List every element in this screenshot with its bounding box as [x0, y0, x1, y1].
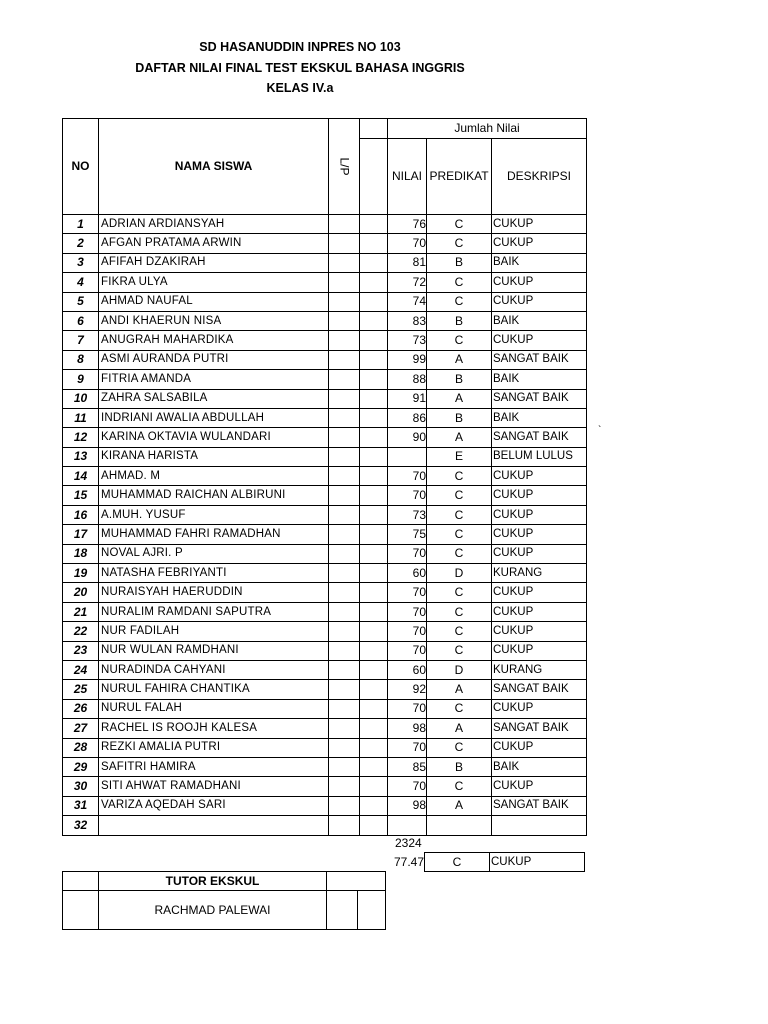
row-lp	[329, 816, 360, 835]
average-predikat: C	[425, 853, 490, 872]
row-empty	[360, 660, 388, 679]
row-empty	[360, 505, 388, 524]
row-name: ZAHRA SALSABILA	[99, 389, 329, 408]
tutor-cell-empty-3	[63, 891, 99, 930]
row-lp	[329, 273, 360, 292]
row-predikat: C	[427, 699, 492, 718]
row-nilai: 70	[388, 234, 427, 253]
row-deskripsi: CUKUP	[492, 738, 587, 757]
row-deskripsi: CUKUP	[492, 505, 587, 524]
row-deskripsi: CUKUP	[492, 234, 587, 253]
row-deskripsi: CUKUP	[492, 273, 587, 292]
tutor-label: TUTOR EKSKUL	[99, 872, 327, 891]
tutor-cell-empty	[63, 872, 99, 891]
row-empty	[360, 370, 388, 389]
row-empty	[360, 311, 388, 330]
row-no: 11	[63, 408, 99, 427]
row-no: 22	[63, 622, 99, 641]
row-nilai: 60	[388, 660, 427, 679]
row-lp	[329, 447, 360, 466]
row-empty	[360, 447, 388, 466]
header-jumlah-nilai: Jumlah Nilai	[388, 119, 587, 139]
row-deskripsi: BAIK	[492, 408, 587, 427]
row-predikat: C	[427, 525, 492, 544]
row-no: 31	[63, 796, 99, 815]
table-row	[63, 525, 587, 544]
row-predikat: C	[427, 641, 492, 660]
class-label: KELAS IV.a	[266, 81, 334, 95]
row-predikat: C	[427, 583, 492, 602]
row-no: 19	[63, 564, 99, 583]
tutor-table	[62, 871, 386, 930]
row-name: INDRIANI AWALIA ABDULLAH	[99, 408, 329, 427]
row-deskripsi: SANGAT BAIK	[492, 428, 587, 447]
row-nilai: 88	[388, 370, 427, 389]
row-no: 17	[63, 525, 99, 544]
row-no: 6	[63, 311, 99, 330]
row-name: SAFITRI HAMIRA	[99, 757, 329, 776]
row-lp	[329, 467, 360, 486]
row-empty	[360, 428, 388, 447]
header-deskripsi: DESKRIPSI	[492, 139, 587, 215]
table-row	[63, 719, 587, 738]
row-deskripsi: BAIK	[492, 757, 587, 776]
row-name: FIKRA ULYA	[99, 273, 329, 292]
row-deskripsi: CUKUP	[492, 777, 587, 796]
row-empty	[360, 253, 388, 272]
row-lp	[329, 311, 360, 330]
row-lp	[329, 253, 360, 272]
average-score: 77.47	[386, 853, 425, 872]
row-deskripsi: KURANG	[492, 564, 587, 583]
row-empty	[360, 544, 388, 563]
row-no: 30	[63, 777, 99, 796]
row-lp	[329, 370, 360, 389]
row-deskripsi: CUKUP	[492, 622, 587, 641]
row-no: 21	[63, 602, 99, 621]
row-lp	[329, 486, 360, 505]
row-no: 1	[63, 215, 99, 234]
row-nilai: 60	[388, 564, 427, 583]
row-name: AFGAN PRATAMA ARWIN	[99, 234, 329, 253]
table-row	[63, 447, 587, 466]
table-row	[63, 234, 587, 253]
row-nilai: 91	[388, 389, 427, 408]
table-row	[63, 505, 587, 524]
row-nilai: 73	[388, 505, 427, 524]
row-deskripsi: CUKUP	[492, 699, 587, 718]
row-predikat: B	[427, 253, 492, 272]
total-score: 2324	[395, 836, 422, 850]
row-name: NOVAL AJRI. P	[99, 544, 329, 563]
row-empty	[360, 680, 388, 699]
row-name: ANDI KHAERUN NISA	[99, 311, 329, 330]
row-nilai: 98	[388, 719, 427, 738]
row-nilai: 76	[388, 215, 427, 234]
school-name: SD HASANUDDIN INPRES NO 103	[199, 40, 401, 54]
row-name: ADRIAN ARDIANSYAH	[99, 215, 329, 234]
row-name: NURALIM RAMDANI SAPUTRA	[99, 602, 329, 621]
row-name: VARIZA AQEDAH SARI	[99, 796, 329, 815]
row-empty	[360, 583, 388, 602]
row-name: NURADINDA CAHYANI	[99, 660, 329, 679]
row-predikat: C	[427, 622, 492, 641]
header-empty-2	[360, 139, 388, 215]
row-predikat: B	[427, 370, 492, 389]
row-nilai: 73	[388, 331, 427, 350]
row-predikat: A	[427, 350, 492, 369]
row-deskripsi: CUKUP	[492, 292, 587, 311]
table-row	[63, 486, 587, 505]
row-deskripsi: CUKUP	[492, 641, 587, 660]
row-no: 26	[63, 699, 99, 718]
table-row	[63, 583, 587, 602]
row-deskripsi: BAIK	[492, 370, 587, 389]
table-row	[63, 777, 587, 796]
row-lp	[329, 622, 360, 641]
row-empty	[360, 292, 388, 311]
row-empty	[360, 641, 388, 660]
row-no: 15	[63, 486, 99, 505]
header-predikat: PREDIKAT	[427, 139, 492, 215]
row-no: 3	[63, 253, 99, 272]
row-empty	[360, 408, 388, 427]
row-empty	[360, 796, 388, 815]
row-no: 13	[63, 447, 99, 466]
row-name: REZKI AMALIA PUTRI	[99, 738, 329, 757]
row-empty	[360, 622, 388, 641]
row-no: 9	[63, 370, 99, 389]
table-row	[63, 408, 587, 427]
row-lp	[329, 602, 360, 621]
row-nilai: 90	[388, 428, 427, 447]
row-lp	[329, 215, 360, 234]
row-no: 12	[63, 428, 99, 447]
tutor-cell-empty-2	[327, 872, 386, 891]
row-nilai	[388, 447, 427, 466]
row-empty	[360, 331, 388, 350]
row-predikat: B	[427, 757, 492, 776]
row-predikat: C	[427, 544, 492, 563]
row-lp	[329, 777, 360, 796]
row-name: NURUL FAHIRA CHANTIKA	[99, 680, 329, 699]
row-predikat: C	[427, 777, 492, 796]
row-no: 18	[63, 544, 99, 563]
row-deskripsi: SANGAT BAIK	[492, 796, 587, 815]
row-empty	[360, 719, 388, 738]
row-deskripsi: CUKUP	[492, 544, 587, 563]
row-deskripsi: CUKUP	[492, 583, 587, 602]
row-lp	[329, 234, 360, 253]
row-no: 28	[63, 738, 99, 757]
row-name: NUR FADILAH	[99, 622, 329, 641]
average-row	[386, 852, 585, 872]
row-name: NATASHA FEBRIYANTI	[99, 564, 329, 583]
row-nilai: 70	[388, 622, 427, 641]
row-nilai	[388, 816, 427, 835]
row-predikat: C	[427, 215, 492, 234]
grades-table	[62, 118, 587, 836]
row-predikat: D	[427, 564, 492, 583]
row-deskripsi: SANGAT BAIK	[492, 350, 587, 369]
header-nilai: NILAI	[388, 139, 427, 215]
row-predikat: A	[427, 428, 492, 447]
header-name: NAMA SISWA	[99, 119, 329, 215]
row-deskripsi: KURANG	[492, 660, 587, 679]
row-lp	[329, 583, 360, 602]
row-name: RACHEL IS ROOJH KALESA	[99, 719, 329, 738]
row-name	[99, 816, 329, 835]
row-name: AHMAD. M	[99, 467, 329, 486]
row-lp	[329, 641, 360, 660]
row-predikat: B	[427, 408, 492, 427]
row-no: 7	[63, 331, 99, 350]
row-name: SITI AHWAT RAMADHANI	[99, 777, 329, 796]
row-no: 8	[63, 350, 99, 369]
row-deskripsi: CUKUP	[492, 602, 587, 621]
row-empty	[360, 389, 388, 408]
row-lp	[329, 428, 360, 447]
row-lp	[329, 331, 360, 350]
row-empty	[360, 525, 388, 544]
table-row	[63, 292, 587, 311]
row-lp	[329, 680, 360, 699]
table-row	[63, 816, 587, 835]
row-lp	[329, 757, 360, 776]
row-name: ANUGRAH MAHARDIKA	[99, 331, 329, 350]
row-lp	[329, 699, 360, 718]
row-empty	[360, 816, 388, 835]
row-nilai: 70	[388, 602, 427, 621]
row-no: 2	[63, 234, 99, 253]
row-name: NURUL FALAH	[99, 699, 329, 718]
tutor-cell-empty-5	[358, 891, 386, 930]
row-lp	[329, 505, 360, 524]
row-predikat	[427, 816, 492, 835]
row-name: A.MUH. YUSUF	[99, 505, 329, 524]
row-nilai: 86	[388, 408, 427, 427]
row-name: NUR WULAN RAMDHANI	[99, 641, 329, 660]
row-nilai: 98	[388, 796, 427, 815]
row-lp	[329, 660, 360, 679]
row-nilai: 70	[388, 738, 427, 757]
average-deskripsi: CUKUP	[490, 853, 585, 872]
row-empty	[360, 757, 388, 776]
table-row	[63, 311, 587, 330]
row-name: MUHAMMAD FAHRI RAMADHAN	[99, 525, 329, 544]
row-empty	[360, 215, 388, 234]
row-nilai: 92	[388, 680, 427, 699]
row-no: 24	[63, 660, 99, 679]
document-title: DAFTAR NILAI FINAL TEST EKSKUL BAHASA INGGRIS	[135, 61, 465, 75]
table-row	[63, 544, 587, 563]
row-name: KARINA OKTAVIA WULANDARI	[99, 428, 329, 447]
row-deskripsi: SANGAT BAIK	[492, 719, 587, 738]
row-no: 10	[63, 389, 99, 408]
row-name: NURAISYAH HAERUDDIN	[99, 583, 329, 602]
row-lp	[329, 389, 360, 408]
row-no: 5	[63, 292, 99, 311]
row-empty	[360, 738, 388, 757]
table-row	[63, 467, 587, 486]
row-predikat: C	[427, 505, 492, 524]
row-nilai: 70	[388, 467, 427, 486]
row-deskripsi	[492, 816, 587, 835]
table-row	[63, 622, 587, 641]
row-no: 25	[63, 680, 99, 699]
row-predikat: A	[427, 719, 492, 738]
row-predikat: C	[427, 273, 492, 292]
stray-mark: `	[598, 425, 602, 436]
row-empty	[360, 777, 388, 796]
row-deskripsi: BAIK	[492, 253, 587, 272]
row-predikat: A	[427, 389, 492, 408]
row-name: AHMAD NAUFAL	[99, 292, 329, 311]
row-predikat: B	[427, 311, 492, 330]
row-lp	[329, 292, 360, 311]
row-deskripsi: BELUM LULUS	[492, 447, 587, 466]
table-row	[63, 796, 587, 815]
row-nilai: 99	[388, 350, 427, 369]
row-lp	[329, 796, 360, 815]
row-deskripsi: SANGAT BAIK	[492, 389, 587, 408]
row-deskripsi: CUKUP	[492, 215, 587, 234]
row-empty	[360, 564, 388, 583]
row-predikat: C	[427, 467, 492, 486]
table-row	[63, 757, 587, 776]
row-predikat: A	[427, 796, 492, 815]
row-lp	[329, 408, 360, 427]
header-empty	[360, 119, 388, 139]
row-predikat: C	[427, 234, 492, 253]
row-no: 14	[63, 467, 99, 486]
row-no: 32	[63, 816, 99, 835]
row-nilai: 74	[388, 292, 427, 311]
row-no: 29	[63, 757, 99, 776]
row-nilai: 81	[388, 253, 427, 272]
row-deskripsi: CUKUP	[492, 486, 587, 505]
header-lp	[329, 119, 360, 215]
row-empty	[360, 234, 388, 253]
row-name: AFIFAH DZAKIRAH	[99, 253, 329, 272]
row-lp	[329, 738, 360, 757]
row-predikat: D	[427, 660, 492, 679]
table-row	[63, 641, 587, 660]
row-no: 16	[63, 505, 99, 524]
row-nilai: 70	[388, 544, 427, 563]
row-no: 20	[63, 583, 99, 602]
table-row	[63, 680, 587, 699]
row-empty	[360, 602, 388, 621]
table-row	[63, 370, 587, 389]
row-name: FITRIA AMANDA	[99, 370, 329, 389]
row-nilai: 85	[388, 757, 427, 776]
row-empty	[360, 699, 388, 718]
row-nilai: 70	[388, 583, 427, 602]
row-deskripsi: CUKUP	[492, 525, 587, 544]
table-row	[63, 564, 587, 583]
table-row	[63, 602, 587, 621]
row-predikat: C	[427, 738, 492, 757]
row-nilai: 70	[388, 486, 427, 505]
row-nilai: 70	[388, 777, 427, 796]
row-empty	[360, 486, 388, 505]
row-lp	[329, 350, 360, 369]
row-name: KIRANA HARISTA	[99, 447, 329, 466]
table-row	[63, 253, 587, 272]
row-predikat: E	[427, 447, 492, 466]
row-no: 27	[63, 719, 99, 738]
row-no: 23	[63, 641, 99, 660]
row-name: MUHAMMAD RAICHAN ALBIRUNI	[99, 486, 329, 505]
table-row	[63, 389, 587, 408]
row-empty	[360, 350, 388, 369]
table-row	[63, 738, 587, 757]
table-row	[63, 331, 587, 350]
row-nilai: 70	[388, 641, 427, 660]
row-lp	[329, 719, 360, 738]
row-predikat: C	[427, 331, 492, 350]
table-row	[63, 350, 587, 369]
table-row	[63, 699, 587, 718]
row-nilai: 72	[388, 273, 427, 292]
row-predikat: A	[427, 680, 492, 699]
row-predikat: C	[427, 602, 492, 621]
tutor-cell-empty-4	[327, 891, 358, 930]
table-row	[63, 273, 587, 292]
row-predikat: C	[427, 486, 492, 505]
table-row	[63, 428, 587, 447]
row-name: ASMI AURANDA PUTRI	[99, 350, 329, 369]
row-lp	[329, 544, 360, 563]
tutor-name: RACHMAD PALEWAI	[99, 891, 327, 930]
row-lp	[329, 525, 360, 544]
row-nilai: 83	[388, 311, 427, 330]
row-nilai: 70	[388, 699, 427, 718]
row-no: 4	[63, 273, 99, 292]
table-row	[63, 215, 587, 234]
table-row	[63, 660, 587, 679]
row-nilai: 75	[388, 525, 427, 544]
row-deskripsi: BAIK	[492, 311, 587, 330]
row-deskripsi: SANGAT BAIK	[492, 680, 587, 699]
header-no: NO	[63, 119, 99, 215]
row-lp	[329, 564, 360, 583]
row-empty	[360, 467, 388, 486]
row-deskripsi: CUKUP	[492, 467, 587, 486]
row-empty	[360, 273, 388, 292]
header-lp-label: L/P	[337, 157, 352, 176]
row-deskripsi: CUKUP	[492, 331, 587, 350]
row-predikat: C	[427, 292, 492, 311]
